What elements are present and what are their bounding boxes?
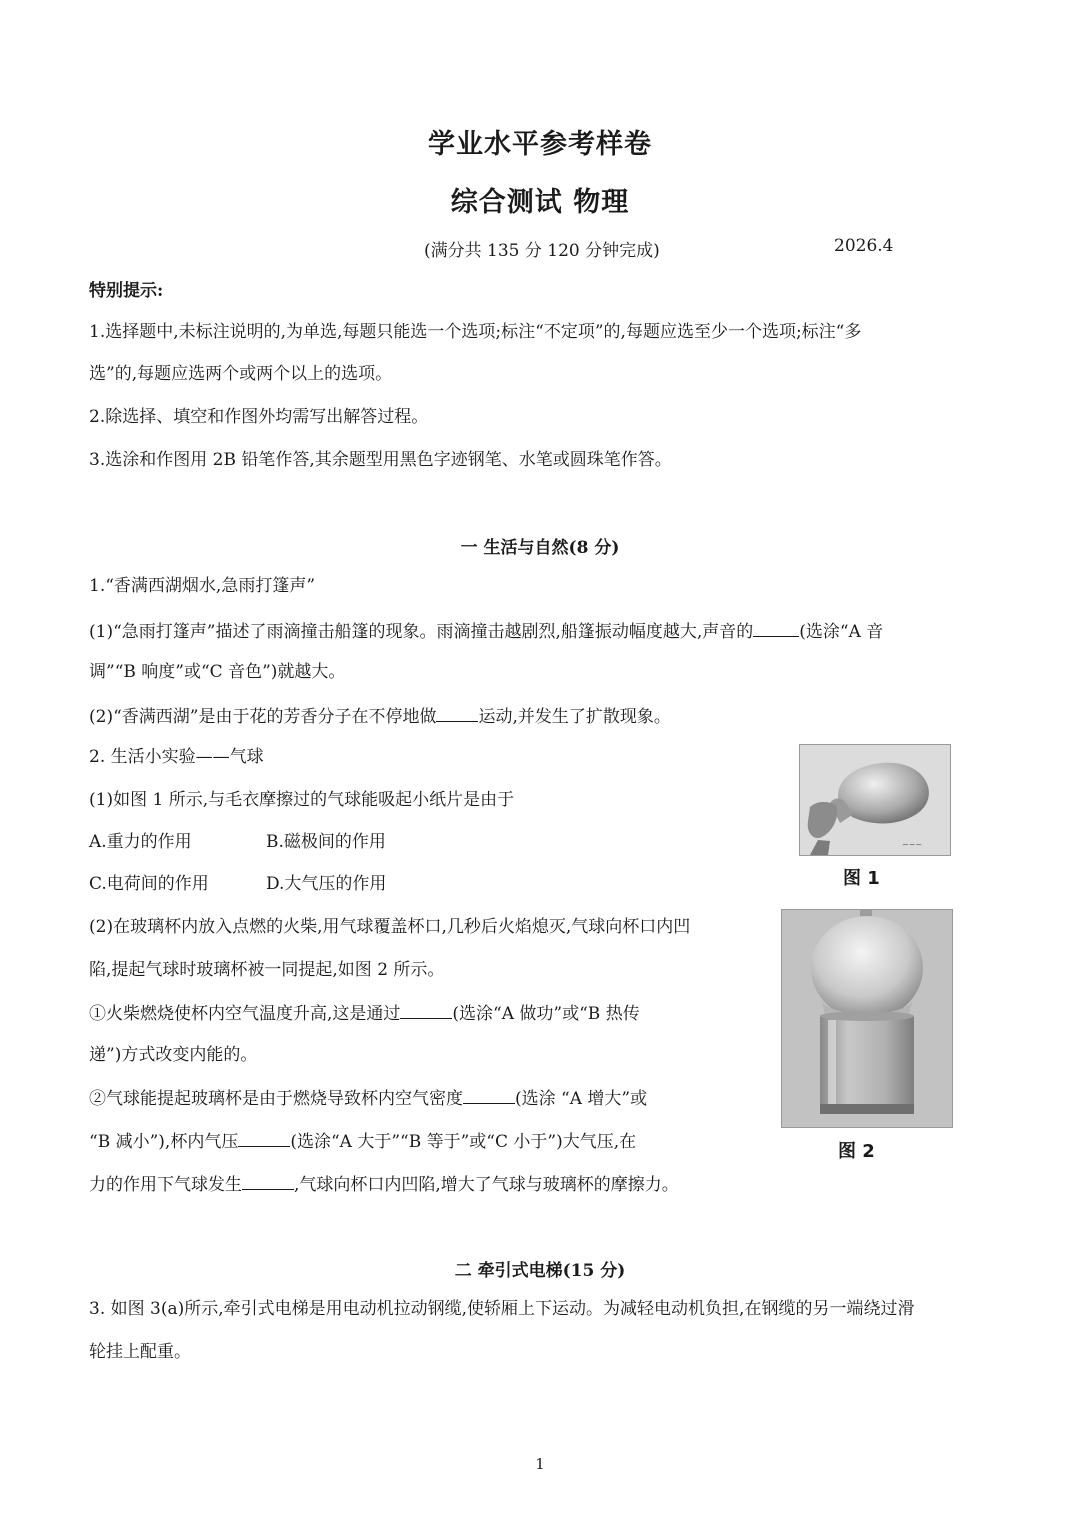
question-2-title: 2. 生活小实验——气球 [89,747,264,767]
exam-date: 2026.4 [834,236,894,256]
figure-1-image [799,744,951,856]
notice-item-3: 3.选涂和作图用 2B 铅笔作答,其余题型用黑色字迹钢笔、水笔或圆珠笔作答。 [89,450,672,470]
question-3-line-2: 轮挂上配重。 [89,1342,191,1362]
section-1-heading: 一 生活与自然(8 分) [460,538,620,558]
answer-blank[interactable] [242,1171,294,1190]
question-2-2-2-line-2: “B 减小”),杯内气压 (选涂“A 大于”“B 等于”或“C 小于”)大气压,在 [89,1128,636,1154]
question-2-2-1-line-2: 递”)方式改变内能的。 [89,1045,258,1065]
paper-title: 学业水平参考样卷 [428,129,652,160]
question-1-2: (2)“香满西湖”是由于花的芳香分子在不停地做 运动,并发生了扩散现象。 [89,703,671,729]
answer-blank[interactable] [753,618,799,637]
question-2-2-2-line-1: ②气球能提起玻璃杯是由于燃烧导致杯内空气密度 (选涂 “A 增大”或 [89,1085,647,1111]
question-3-line-1: 3. 如图 3(a)所示,牵引式电梯是用电动机拉动钢缆,使轿厢上下运动。为减轻电动机负担,在钢缆的另一端绕过滑 [89,1299,915,1319]
option-b: B.磁极间的作用 [266,832,386,852]
notice-item-2: 2.除选择、填空和作图外均需写出解答过程。 [89,407,429,427]
balloon-rubbing-photo [800,745,950,855]
figure-1-caption: 图 1 [843,868,880,889]
notice-heading: 特别提示: [89,281,164,301]
figure-2-image [781,909,953,1128]
option-d: D.大气压的作用 [266,874,387,894]
question-2-1: (1)如图 1 所示,与毛衣摩擦过的气球能吸起小纸片是由于 [89,790,515,810]
page-number: 1 [535,1455,545,1473]
notice-item-1-line-2: 选”的,每题应选两个或两个以上的选项。 [89,364,393,384]
notice-item-1-line-1: 1.选择题中,未标注说明的,为单选,每题只能选一个选项;标注“不定项”的,每题应选至少一个选项;标注“多 [89,322,862,342]
answer-blank[interactable] [463,1085,515,1104]
question-2-2-line-1: (2)在玻璃杯内放入点燃的火柴,用气球覆盖杯口,几秒后火焰熄灭,气球向杯口内凹 [89,917,691,937]
answer-blank[interactable] [436,703,478,722]
option-c: C.电荷间的作用 [89,874,209,894]
option-a: A.重力的作用 [89,832,192,852]
section-2-heading: 二 牵引式电梯(15 分) [454,1261,626,1281]
question-2-2-1-line-1: ①火柴燃烧使杯内空气温度升高,这是通过 (选涂“A 做功”或“B 热传 [89,1000,640,1026]
question-1-1-line-1: (1)“急雨打篷声”描述了雨滴撞击船篷的现象。雨滴撞击越剧烈,船篷振动幅度越大,声音的 (选涂“A 音 [89,618,883,644]
answer-blank[interactable] [238,1128,290,1147]
paper-subtitle: 综合测试 物理 [450,187,630,218]
question-2-2-2-line-3: 力的作用下气球发生 ,气球向杯口内凹陷,增大了气球与玻璃杯的摩擦力。 [89,1171,679,1197]
question-2-2-line-2: 陷,提起气球时玻璃杯被一同提起,如图 2 所示。 [89,960,445,980]
answer-blank[interactable] [400,1000,452,1019]
figure-2-caption: 图 2 [838,1141,875,1162]
balloon-on-glass-photo [782,910,952,1127]
svg-text:~~~: ~~~ [902,840,923,849]
question-1-title: 1.“香满西湖烟水,急雨打篷声” [89,576,316,596]
question-1-1-line-2: 调”“B 响度”或“C 音色”)就越大。 [89,662,346,682]
exam-meta: (满分共 135 分 120 分钟完成) [424,241,660,261]
